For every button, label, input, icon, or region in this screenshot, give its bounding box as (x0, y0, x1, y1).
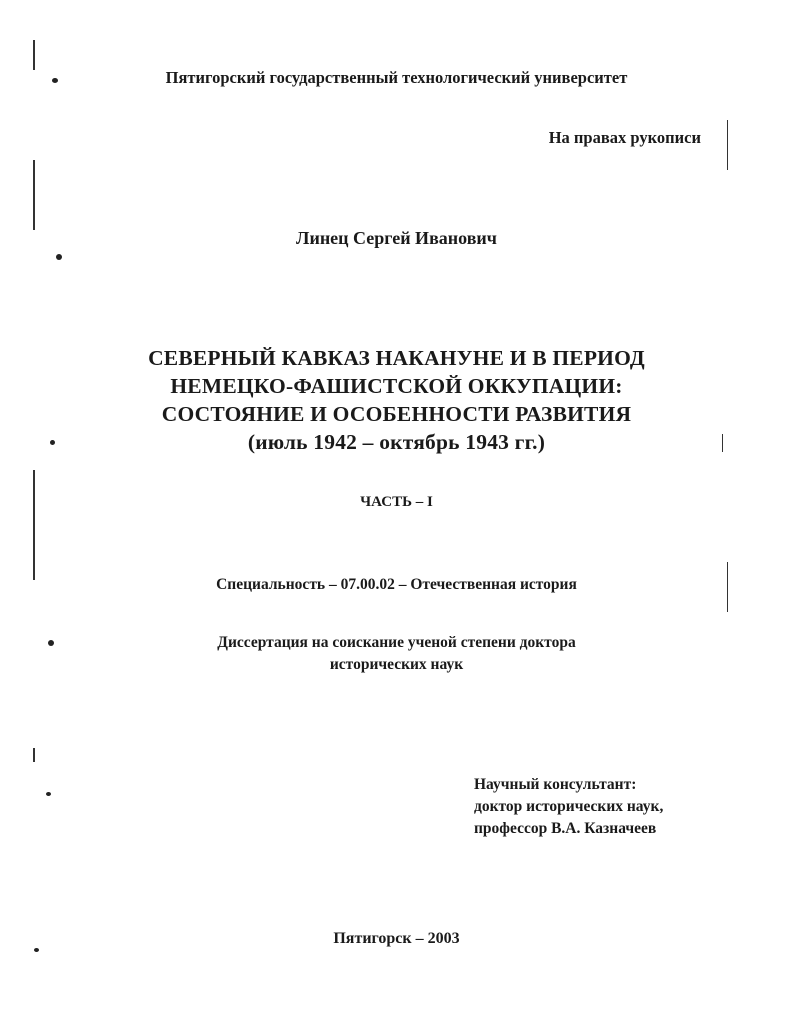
specialty-line: Специальность – 07.00.02 – Отечественная история (216, 576, 577, 593)
consultant-heading: Научный консультант: (474, 776, 637, 793)
scan-speck (34, 948, 39, 952)
scan-speck (56, 254, 62, 260)
scan-edge-mark (33, 40, 35, 70)
scan-speck (46, 792, 51, 796)
scan-edge-mark (33, 748, 35, 762)
dissertation-title-line: НЕМЕЦКО-ФАШИСТСКОЙ ОККУПАЦИИ: (170, 374, 623, 398)
consultant-name: профессор В.А. Казначеев (474, 820, 657, 837)
author-name: Линец Сергей Иванович (296, 228, 497, 248)
part-label: ЧАСТЬ – I (360, 494, 433, 510)
consultant-degree: доктор исторических наук, (474, 798, 664, 815)
dissertation-title-line: СЕВЕРНЫЙ КАВКАЗ НАКАНУНЕ И В ПЕРИОД (148, 346, 645, 370)
dissertation-title-line: СОСТОЯНИЕ И ОСОБЕННОСТИ РАЗВИТИЯ (161, 402, 632, 426)
scan-edge-mark (33, 160, 35, 230)
dissertation-title-dates: (июль 1942 – октябрь 1943 гг.) (247, 430, 546, 454)
scan-edge-mark (727, 120, 728, 170)
manuscript-note: На правах рукописи (548, 128, 701, 147)
city-year-footer: Пятигорск – 2003 (333, 930, 460, 947)
degree-statement-line: Диссертация на соискание ученой степени доктора (217, 634, 576, 651)
university-name: Пятигорский государственный технологический университет (165, 68, 628, 87)
degree-statement-line: исторических наук (329, 656, 464, 673)
scan-edge-mark (33, 470, 35, 580)
